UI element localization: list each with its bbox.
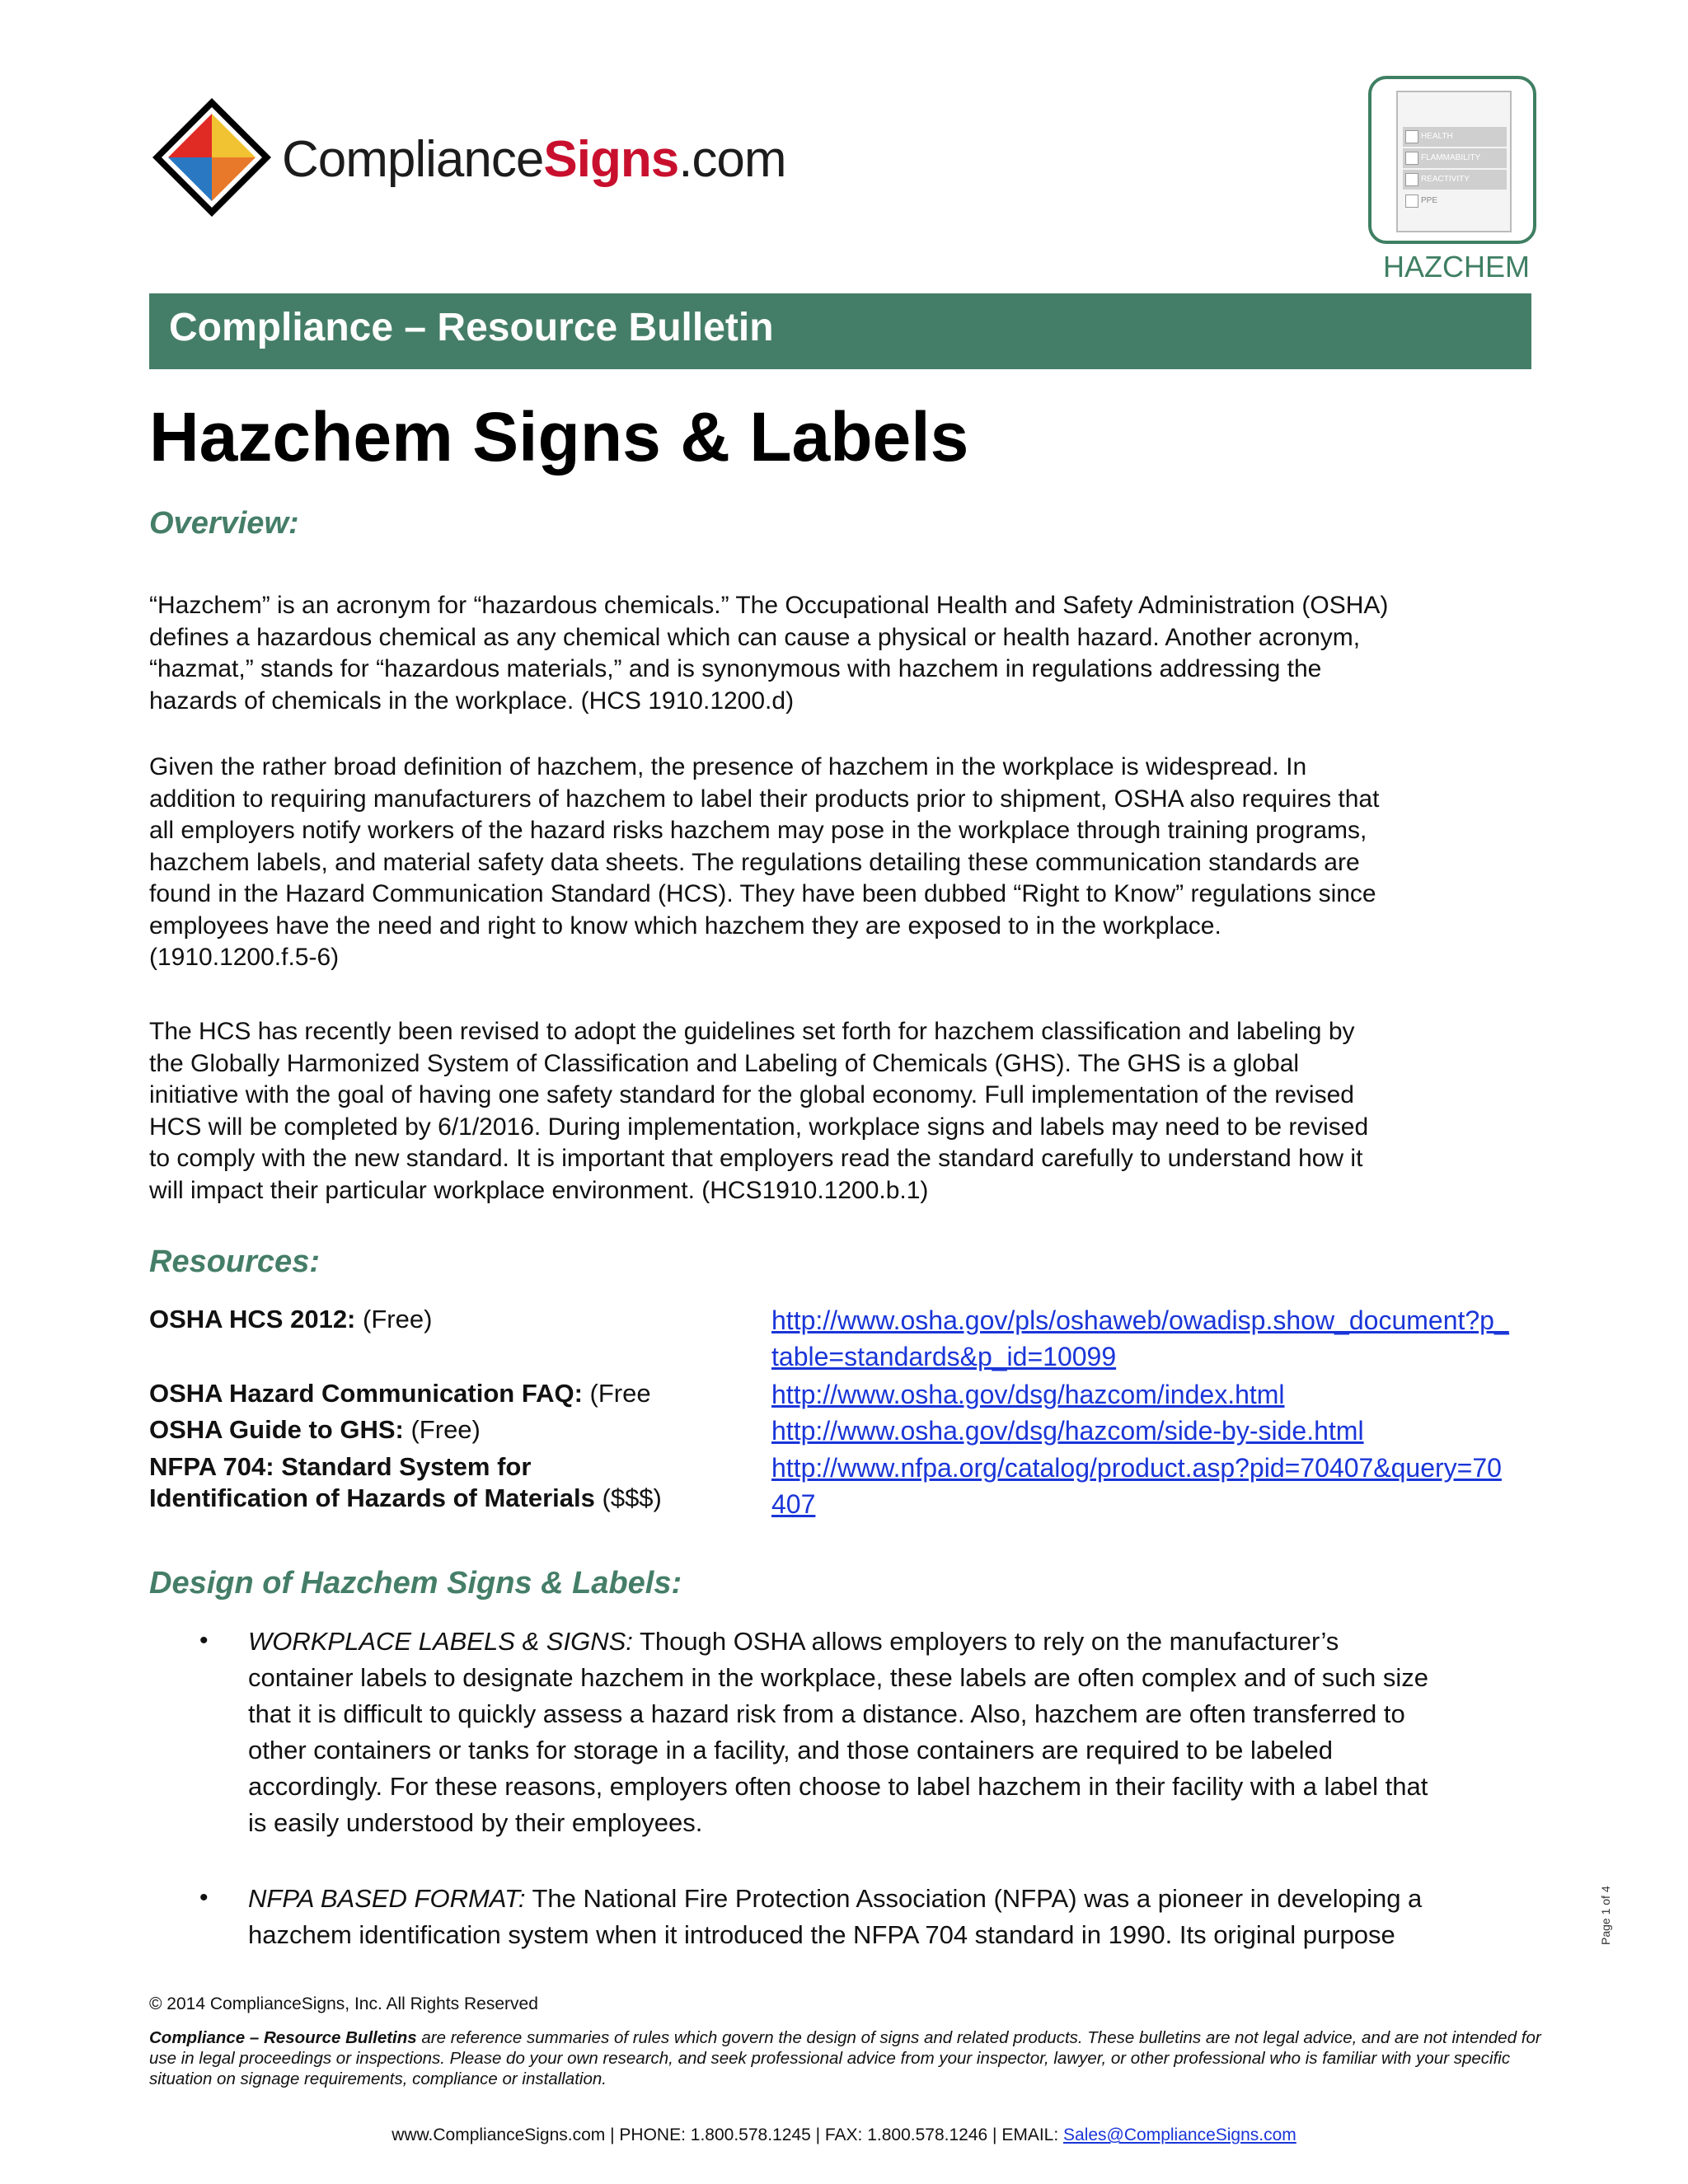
resource-link-nfpa-704[interactable]: http://www.nfpa.org/catalog/product.asp?pid=70407&query=70 407 xyxy=(771,1453,1502,1519)
page-number: Page 1 of 4 xyxy=(1599,1886,1612,1945)
bullet-workplace-labels: WORKPLACE LABELS & SIGNS: Though OSHA allows employers to rely on the manufacturer’s container labels to designate hazchem in the workplace, these labels are often complex and of such size that it is difficult to quickly assess a hazard risk from a distance. Also, hazchem are often transferred to other containers or tanks for storage in a facility, and those containers are required to be labeled accordingly. For these reasons, employers often choose to label hazchem in their facility with a label that is easily understood by their employees. xyxy=(248,1627,1429,1837)
bulletin-banner xyxy=(149,293,1531,369)
resource-label-osha-hcs: OSHA HCS 2012: (Free) xyxy=(149,1305,433,1333)
bullet-marker: • xyxy=(199,1627,209,1654)
hazchem-row-reactivity: REACTIVITY xyxy=(1403,170,1507,190)
hazchem-label-illustration xyxy=(1396,91,1512,232)
overview-heading: Overview: xyxy=(149,506,299,541)
disclaimer: Compliance – Resource Bulletins are reference summaries of rules which govern the design of signs and related products. These bulletins are not legal advice, and are not intended for use in legal proceedings or inspections. Please do your own research, and seek professional advice from your inspector, lawyer, or other professional who is familiar with your specific situation on signage requirements, compliance or installation. xyxy=(149,2028,1541,2088)
resource-link-ghs-guide[interactable]: http://www.osha.gov/dsg/hazcom/side-by-side.html xyxy=(771,1416,1364,1446)
email-link[interactable]: Sales@ComplianceSigns.com xyxy=(1063,2125,1296,2144)
hazchem-label-icon xyxy=(1368,76,1536,244)
design-heading: Design of Hazchem Signs & Labels: xyxy=(149,1566,682,1601)
logo-wordmark: ComplianceSigns.com xyxy=(282,131,786,188)
resource-label-ghs-guide: OSHA Guide to GHS: (Free) xyxy=(149,1415,481,1444)
copyright: © 2014 ComplianceSigns, Inc. All Rights Reserved xyxy=(149,1994,538,2013)
overview-paragraph-2: Given the rather broad definition of hazchem, the presence of hazchem in the workplace is widespread. In addition to requiring manufacturers of hazchem to label their products prior to shipment, OSHA also requires that all employers notify workers of the hazard risks hazchem may pose in the workplace through training programs, hazchem labels, and material safety data sheets. The regulations detailing these communication standards are found in the Hazard Communication Standard (HCS). They have been dubbed “Right to Know” regulations since employees have the need and right to know which hazchem they are exposed to in the workplace. (1910.1200.f.5-6) xyxy=(149,753,1380,971)
hazchem-row-ppe: PPE xyxy=(1403,191,1507,211)
bullet-marker: • xyxy=(199,1884,209,1911)
resource-link-osha-hcs[interactable]: http://www.osha.gov/pls/oshaweb/owadisp.show_document?p_ table=standards&p_id=10099 xyxy=(771,1305,1509,1371)
hazchem-caption: HAZCHEM xyxy=(1383,250,1530,284)
overview-paragraph-3: The HCS has recently been revised to adopt the guidelines set forth for hazchem classification and labeling by the Globally Harmonized System of Classification and Labeling of Chemicals (GHS). The GHS is a global initiative with the goal of having one safety standard for the global economy. Full implementation of the revised HCS will be completed by 6/1/2016. During implementation, workplace signs and labels may need to be revised to comply with the new standard. It is important that employers read the standard carefully to understand how it will impact their particular workplace environment. (HCS1910.1200.b.1) xyxy=(149,1018,1369,1204)
diamond-logo-icon xyxy=(150,96,274,219)
bullet-nfpa-format: NFPA BASED FORMAT: The National Fire Protection Association (NFPA) was a pioneer in developing a hazchem identification system when it introduced the NFPA 704 standard in 1990. Its original purpose xyxy=(248,1884,1423,1949)
overview-paragraph-1: “Hazchem” is an acronym for “hazardous chemicals.” The Occupational Health and Safety Administration (OSHA) defines a hazardous chemical as any chemical which can cause a physical or health hazard. Another acronym, “hazmat,” stands for “hazardous materials,” and is synonymous with hazchem in regulations addressing the hazards of chemicals in the workplace. (HCS 1910.1200.d) xyxy=(149,592,1389,715)
banner-title: Compliance – Resource Bulletin xyxy=(169,306,774,349)
resource-label-nfpa-704: NFPA 704: Standard System for Identification of Hazards of Materials ($$$) xyxy=(149,1452,662,1512)
hazchem-row-flammability: FLAMMABILITY xyxy=(1403,148,1507,168)
resources-heading: Resources: xyxy=(149,1244,320,1279)
contact-footer: www.ComplianceSigns.com | PHONE: 1.800.578.1245 | FAX: 1.800.578.1246 | EMAIL: Sales@ComplianceSigns.com xyxy=(392,2125,1296,2144)
hazchem-row-health: HEALTH xyxy=(1403,127,1507,147)
resource-label-hazcom-faq: OSHA Hazard Communication FAQ: (Free xyxy=(149,1379,651,1408)
resource-link-hazcom-faq[interactable]: http://www.osha.gov/dsg/hazcom/index.html xyxy=(771,1380,1285,1409)
page-title: Hazchem Signs & Labels xyxy=(149,398,969,476)
compliancesigns-logo[interactable] xyxy=(150,96,786,227)
